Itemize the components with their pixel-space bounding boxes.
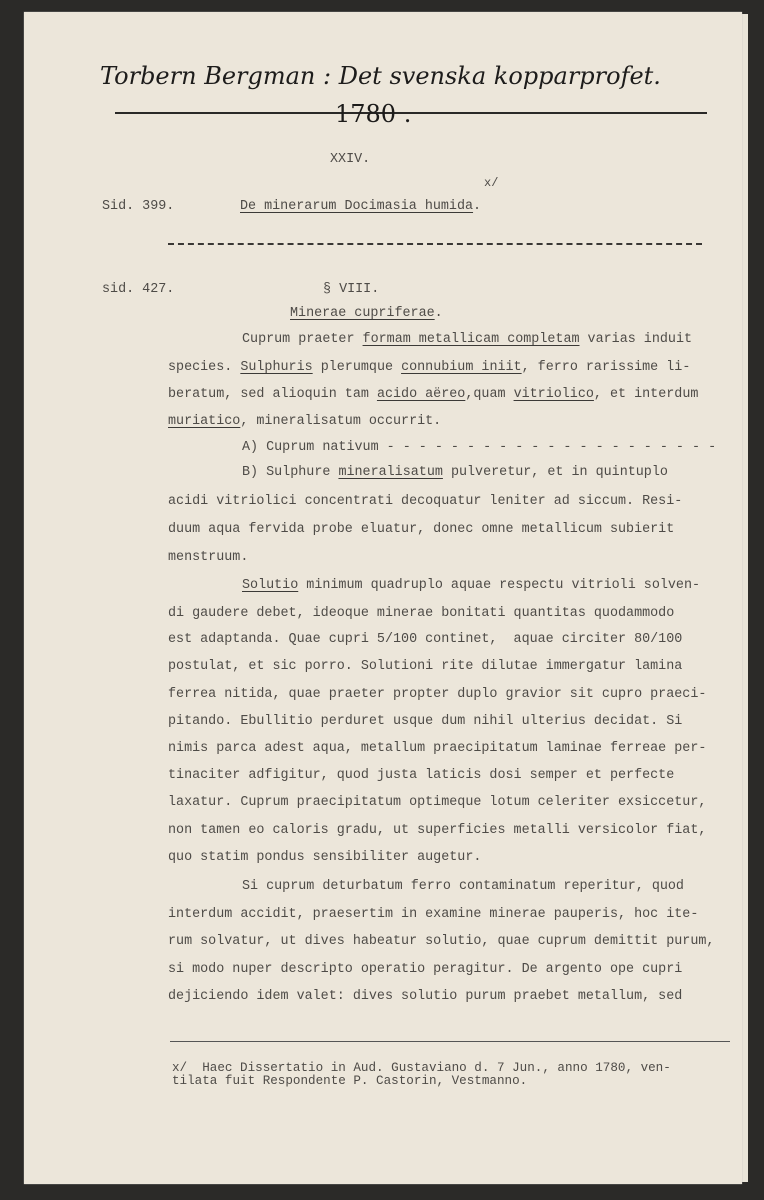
text-segment: dejiciendo idem valet: dives solutio purum praebet metallum, sed [168, 989, 683, 1004]
text-segment: quo statim pondus sensibiliter augetur. [168, 850, 482, 865]
section-title [290, 305, 443, 323]
period: . [434, 306, 443, 321]
text-line [168, 605, 674, 623]
underlined-phrase: muriatico [168, 414, 241, 429]
text-segment: species. [168, 360, 241, 375]
text-segment: plerumque [312, 360, 402, 375]
text-segment: pulveretur, et in quintuplo [442, 465, 668, 480]
dashed-divider [168, 243, 702, 245]
text-line [168, 740, 706, 758]
footnote-mark: x/ [484, 176, 499, 190]
text-line [168, 549, 248, 567]
text-segment: si modo nuper descripto operatio peragitur. De argento ope cupri [168, 962, 683, 977]
text-line [168, 933, 714, 951]
text-segment: beratum, sed alioquin tam [168, 387, 377, 402]
text-segment: postulat, et sic porro. Solutioni rite dilutae immergatur lamina [168, 659, 683, 674]
text-segment: interdum accidit, praesertim in examine minerae pauperis, hoc ite- [168, 907, 699, 922]
handwritten-title: Torbern Bergman : Det svenska kopparprofet. [100, 62, 661, 90]
text-line [242, 878, 684, 896]
chapter-number: XXIV. [330, 152, 371, 167]
text-segment: laxatur. Cuprum praecipitatum optimeque lotum celeriter exsiccetur, [168, 795, 707, 810]
text-segment: varias induit [579, 332, 693, 347]
footnote-rule [170, 1041, 730, 1042]
text-segment: tinaciter adfigitur, quod justa laticis dosi semper et perfecte [168, 768, 675, 783]
footnote-line: tilata fuit Respondente P. Castorin, Vestmanno. [172, 1074, 528, 1088]
text-line [168, 386, 698, 404]
document-page [24, 12, 742, 1184]
text-segment: , mineralisatum occurrit. [240, 414, 442, 429]
section-title-text: Minerae cupriferae [290, 306, 435, 321]
period: . [473, 199, 482, 214]
text-line [242, 577, 700, 595]
text-segment: nimis parca adest aqua, metallum praecipitatum laminae ferreae per- [168, 741, 707, 756]
text-segment: non tamen eo caloris gradu, ut superficies metalli versicolor fiat, [168, 823, 707, 838]
text-line [168, 988, 682, 1006]
text-segment: acidi vitriolici concentrati decoquatur leniter ad siccum. Resi- [168, 494, 683, 509]
underlined-phrase: mineralisatum [338, 465, 443, 480]
dissertation-title [240, 198, 481, 216]
text-segment: minimum quadruplo aquae respectu vitrioli solven- [298, 578, 701, 593]
underlined-phrase: connubium iniit [401, 360, 522, 375]
text-segment: ,quam [465, 387, 514, 402]
text-line [168, 658, 682, 676]
underlined-phrase: Solutio [242, 578, 299, 593]
text-line [242, 331, 692, 349]
text-line [168, 961, 682, 979]
footnote-line: x/ Haec Dissertatio in Aud. Gustaviano d. 7 Jun., anno 1780, ven- [172, 1061, 671, 1075]
underlined-phrase: Sulphuris [240, 360, 313, 375]
text-segment: B) Sulphure [242, 465, 339, 480]
text-line [168, 794, 706, 812]
underlined-phrase: acido aëreo [376, 387, 466, 402]
text-line [168, 521, 674, 539]
text-segment: ferrea nitida, quae praeter propter duplo gravior sit cupro praeci- [168, 687, 707, 702]
underlined-phrase: formam metallicam completam [362, 332, 580, 347]
text-segment: Cuprum praeter [242, 332, 363, 347]
text-line [242, 439, 716, 457]
underlined-phrase: vitriolico [513, 387, 594, 402]
text-segment: est adaptanda. Quae cupri 5/100 continet, aquae circiter 80/100 [168, 632, 683, 647]
text-segment: , et interdum [593, 387, 699, 402]
text-line [168, 413, 441, 431]
text-segment: di gaudere debet, ideoque minerae bonitati quantitas quodammodo [168, 606, 675, 621]
text-segment: rum solvatur, ut dives habeatur solutio, quae cuprum demittit purum, [168, 934, 715, 949]
text-line [168, 493, 682, 511]
text-segment: menstruum. [168, 550, 249, 565]
page-reference: sid. 427. [102, 282, 175, 297]
text-segment: duum aqua fervida probe eluatur, donec omne metallicum subierit [168, 522, 675, 537]
text-segment: Si cuprum deturbatum ferro contaminatum reperitur, quod [242, 879, 684, 894]
text-line [168, 713, 682, 731]
text-segment: pitando. Ebullitio perduret usque dum nihil ulterius decidat. Si [168, 714, 683, 729]
text-segment: A) Cuprum nativum - - - - - - - - - - - - - - - - - - - - - [242, 440, 717, 455]
text-line [168, 906, 698, 924]
section-number: § VIII. [323, 282, 380, 297]
text-line [168, 767, 674, 785]
text-segment: , ferro rarissime li- [521, 360, 691, 375]
text-line [168, 686, 706, 704]
page-reference: Sid. 399. [102, 199, 175, 214]
text-line [168, 849, 481, 867]
text-line [242, 464, 668, 482]
text-line [168, 359, 690, 377]
handwritten-year: 1780 . [335, 100, 412, 128]
dissertation-title-text: De minerarum Docimasia humida [240, 199, 474, 214]
text-line [168, 822, 706, 840]
text-line [168, 631, 682, 649]
